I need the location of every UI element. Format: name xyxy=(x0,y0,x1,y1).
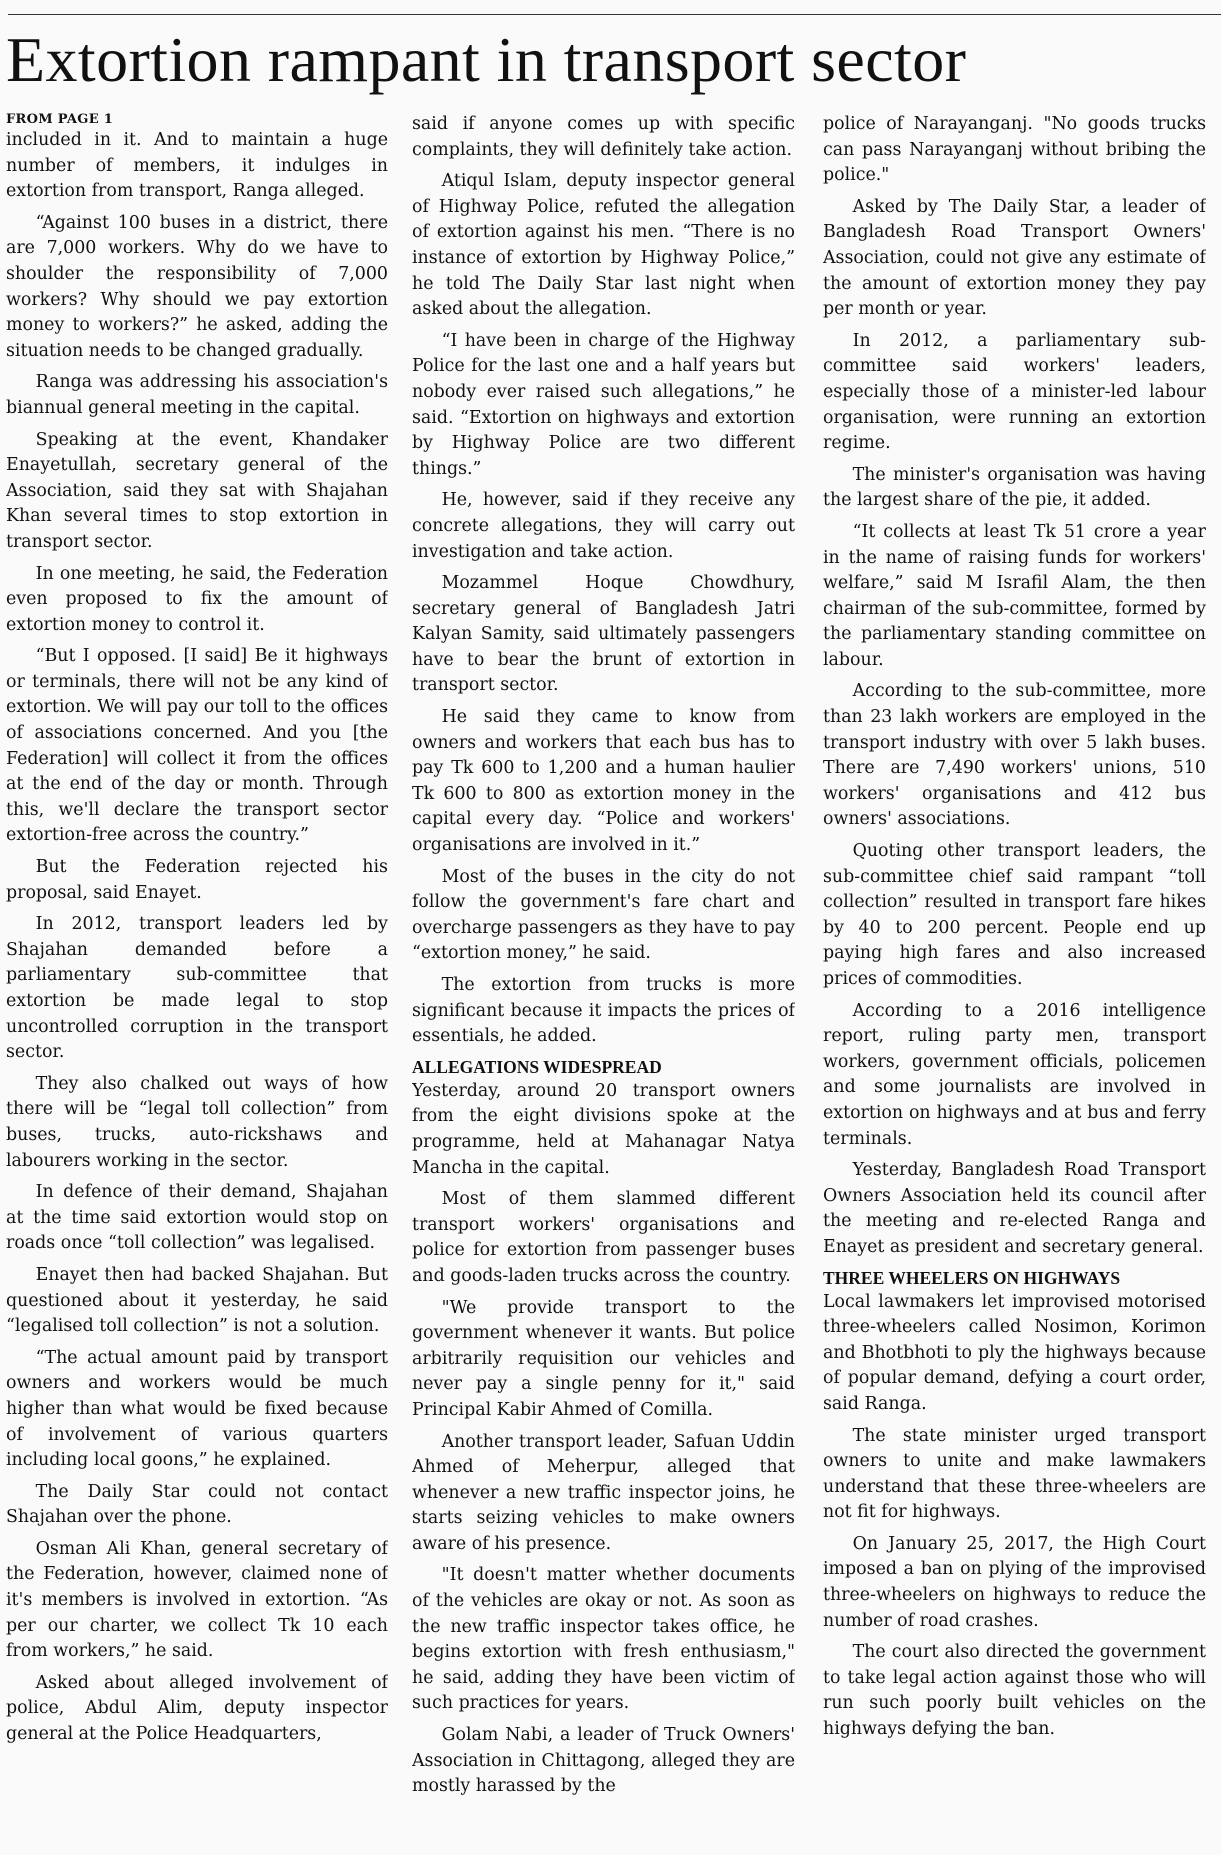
article-paragraph: Golam Nabi, a leader of Truck Owners' Association in Chittagong, alleged they are mostly harassed by the xyxy=(412,1725,795,1797)
kicker: FROM PAGE 1 xyxy=(6,112,114,127)
article-paragraph: "It doesn't matter whether documents of the vehicles are okay or not. As soon as the new traffic inspector takes office, he begins extortion with fresh enthusiasm," he said, adding they have been victim of such practices for years. xyxy=(412,1565,795,1714)
article-paragraph: Atiqul Islam, deputy inspector general of Highway Police, refuted the allegation of extortion against his men. “There is no instance of extortion by Highway Police,” he told The Daily Star last night when asked about the allegation. xyxy=(412,171,795,320)
article-paragraph: included in it. And to maintain a huge number of members, it indulges in extortion from transport, Ranga alleged. xyxy=(6,130,388,202)
article-paragraph: “It collects at least Tk 51 crore a year in the name of raising funds for workers' welfare,” said M Israfil Alam, the then chairman of the sub-committee, formed by the parliamentary standing committee on labour. xyxy=(823,521,1206,670)
article-paragraph: They also chalked out ways of how there will be “legal toll collection” from buses, trucks, auto-rickshaws and labourers working in the sector. xyxy=(6,1073,388,1171)
article-paragraph: In 2012, a parliamentary sub-committee said workers' leaders, especially those of a minister-led labour organisation, were running an extortion regime. xyxy=(823,330,1206,454)
article-paragraph: In one meeting, he said, the Federation even proposed to fix the amount of extortion money to control it. xyxy=(6,563,388,635)
article-paragraph: The state minister urged transport owners to unite and make lawmakers understand that these three-wheelers are not fit for highways. xyxy=(823,1425,1206,1523)
article-column-2 xyxy=(412,112,795,1850)
article-paragraph: The court also directed the government to take legal action against those who will run such poorly built vehicles on the highways defying the ban. xyxy=(823,1642,1206,1740)
article-paragraph: Yesterday, Bangladesh Road Transport Owners Association held its council after the meeting and re-elected Ranga and Enayet as president and secretary general. xyxy=(823,1160,1206,1257)
article-paragraph: Yesterday, around 20 transport owners from the eight divisions spoke at the programme, held at Mahanagar Natya Mancha in the capital. xyxy=(412,1080,795,1178)
article-paragraph: The minister's organisation was having the largest share of the pie, it added. xyxy=(823,464,1206,511)
article-paragraph: said if anyone comes up with specific complaints, they will definitely take action. xyxy=(412,114,795,160)
section-subhead: ALLEGATIONS WIDESPREAD xyxy=(412,1056,662,1077)
article-paragraph: "We provide transport to the government whenever it wants. But police arbitrarily requisition our vehicles and never pay a single penny for it," said Principal Kabir Ahmed of Comilla. xyxy=(412,1297,795,1420)
article-paragraph: Most of the buses in the city do not follow the government's fare chart and overcharge passengers as they have to pay “extortion money,” he said. xyxy=(412,866,795,964)
article-paragraph: The extortion from trucks is more significant because it impacts the prices of essentials, he added. xyxy=(412,975,795,1047)
article-paragraph: Speaking at the event, Khandaker Enayetullah, secretary general of the Association, said they sat with Shajahan Khan several times to stop extortion in transport sector. xyxy=(6,429,388,552)
article-paragraph: Ranga was addressing his association's biannual general meeting in the capital. xyxy=(6,372,388,418)
article-paragraph: “The actual amount paid by transport owners and workers would be much higher than what would be fixed because of involvement of various quarters including local goons,” he explained. xyxy=(6,1347,388,1471)
article-paragraph: He said they came to know from owners and workers that each bus has to pay Tk 600 to 1,200 and a human haulier Tk 600 to 800 as extortion money in the capital every day. “Police and workers' organisations are involved in it.” xyxy=(412,707,795,856)
top-rule xyxy=(8,14,1221,15)
article-paragraph: Asked about alleged involvement of police, Abdul Alim, deputy inspector general at the Police Headquarters, xyxy=(6,1672,388,1745)
headline: Extortion rampant in transport sector xyxy=(6,24,967,95)
article-paragraph: In defence of their demand, Shajahan at the time said extortion would stop on roads once “toll collection” was legalised. xyxy=(6,1182,388,1254)
article-paragraph: According to the sub-committee, more than 23 lakh workers are employed in the transport industry with over 5 lakh buses. There are 7,490 workers' unions, 510 workers' organisations and 412 bus owners' associations. xyxy=(823,681,1206,830)
article-column-3 xyxy=(823,112,1206,1850)
article-paragraph: Mozammel Hoque Chowdhury, secretary general of Bangladesh Jatri Kalyan Samity, said ultimately passengers have to bear the brunt of extortion in transport sector. xyxy=(412,573,795,696)
article-paragraph: Asked by The Daily Star, a leader of Bangladesh Road Transport Owners' Association, could not give any estimate of the amount of extortion money they pay per month or year. xyxy=(823,196,1206,320)
article-paragraph: Osman Ali Khan, general secretary of the Federation, however, claimed none of it's members is involved in extortion. “As per our charter, we collect Tk 10 each from workers,” he said. xyxy=(6,1538,388,1662)
article-paragraph: But the Federation rejected his proposal, said Enayet. xyxy=(6,857,388,903)
article-paragraph: Quoting other transport leaders, the sub-committee chief said rampant “toll collection” resulted in transport fare hikes by 40 to 200 percent. People end up paying high fares and also increased prices of commodities. xyxy=(823,841,1206,989)
article-paragraph: “Against 100 buses in a district, there are 7,000 workers. Why do we have to shoulder the responsibility of 7,000 workers? Why should we pay extortion money to workers?” he asked, adding the situation needs to be changed gradually. xyxy=(6,212,388,361)
article-paragraph: “I have been in charge of the Highway Police for the last one and a half years but nobody ever raised such allegations,” he said. “Extortion on highways and extortion by Highway Police are two different things.” xyxy=(412,330,795,479)
article-paragraph: Most of them slammed different transport workers' organisations and police for extortion from passenger buses and goods-laden trucks across the country. xyxy=(412,1189,795,1286)
article-paragraph: police of Narayanganj. "No goods trucks can pass Narayanganj without bribing the police." xyxy=(823,114,1206,186)
article-paragraph: In 2012, transport leaders led by Shajahan demanded before a parliamentary sub-committee that extortion be made legal to stop uncontrolled corruption in the transport sector. xyxy=(6,914,388,1063)
article-paragraph: According to a 2016 intelligence report, ruling party men, transport workers, government officials, policemen and some journalists are involved in extortion on highways and at bus and ferry terminals. xyxy=(823,1000,1206,1149)
article-paragraph: Local lawmakers let improvised motorised three-wheelers called Nosimon, Korimon and Bhotbhoti to ply the highways because of popular demand, defying a court order, said Ranga. xyxy=(823,1291,1206,1414)
article-paragraph: On January 25, 2017, the High Court imposed a ban on plying of the improvised three-wheelers on highways to reduce the number of road crashes. xyxy=(823,1533,1206,1631)
section-subhead: THREE WHEELERS ON HIGHWAYS xyxy=(823,1267,1121,1288)
article-paragraph: He, however, said if they receive any concrete allegations, they will carry out investigation and take action. xyxy=(412,490,795,562)
article-paragraph: The Daily Star could not contact Shajahan over the phone. xyxy=(6,1481,388,1528)
article-paragraph: Another transport leader, Safuan Uddin Ahmed of Meherpur, alleged that whenever a new traffic inspector joins, he starts seizing vehicles to make owners aware of his presence. xyxy=(412,1431,795,1554)
article-paragraph: “But I opposed. [I said] Be it highways or terminals, there will not be any kind of extortion. We will pay our toll to the offices of associations concerned. And you [the Federation] will collect it from the offices at the end of the day or month. Through this, we'll declare the transport sector extortion-free across the country.” xyxy=(6,646,388,846)
article-paragraph: Enayet then had backed Shajahan. But questioned about it yesterday, he said “legalised toll collection” is not a solution. xyxy=(6,1264,388,1337)
article-column-1 xyxy=(6,112,388,1850)
